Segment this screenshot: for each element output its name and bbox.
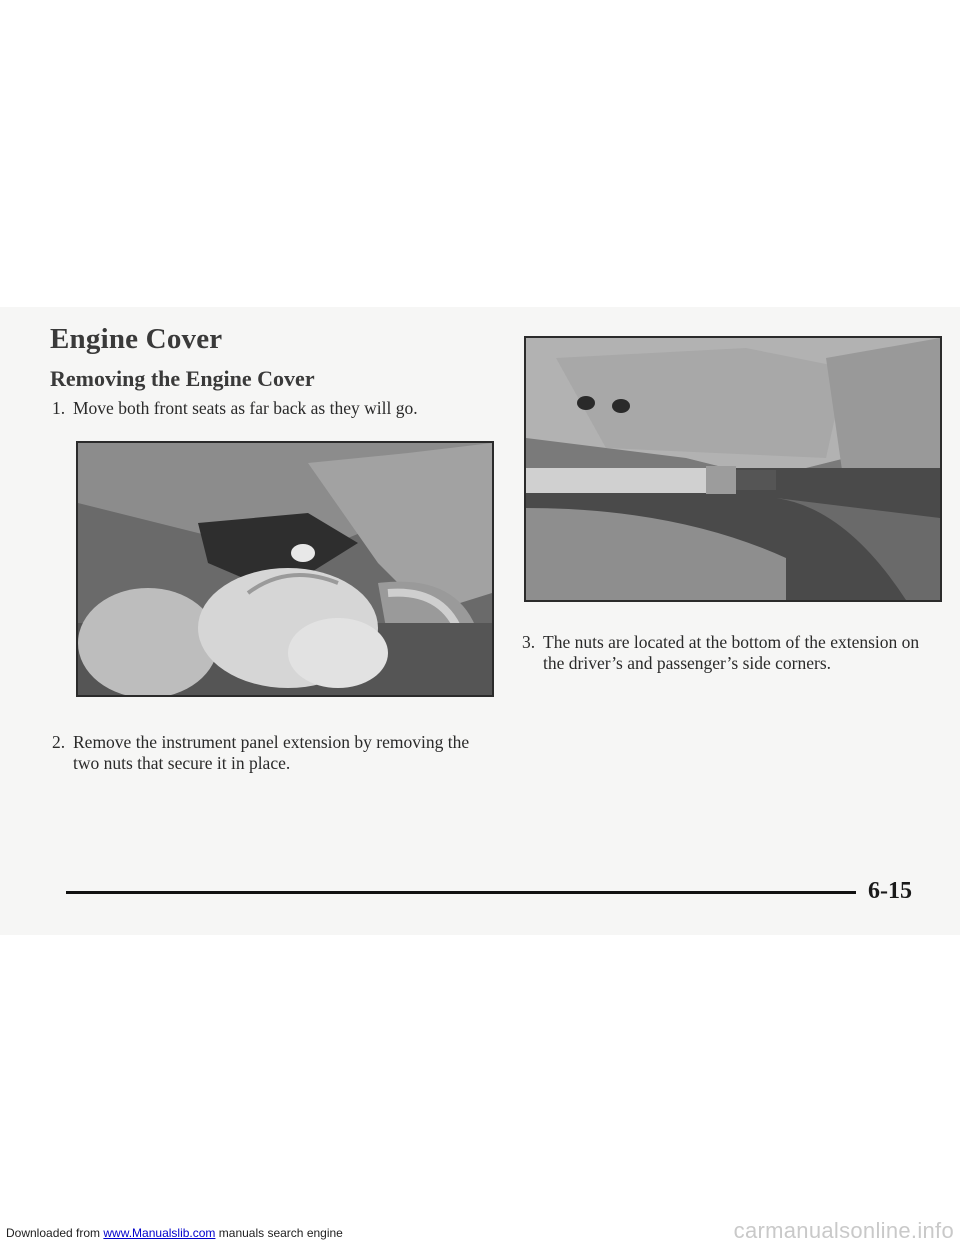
step-number: 1. xyxy=(52,398,66,418)
step-3 xyxy=(522,632,942,674)
step-text: Move both front seats as far back as they will go. xyxy=(73,398,418,418)
photo-hand-illustration xyxy=(78,443,492,695)
manualslib-link[interactable]: www.Manualslib.com xyxy=(103,1226,216,1240)
footer-rule xyxy=(66,891,856,894)
photo-socket-illustration xyxy=(526,338,940,600)
footer-suffix: manuals search engine xyxy=(215,1226,343,1240)
step-number: 3. xyxy=(522,632,536,652)
page-number: 6-15 xyxy=(868,878,912,904)
watermark: carmanualsonline.info xyxy=(733,1218,954,1243)
download-footer xyxy=(6,1226,343,1240)
footer-prefix: Downloaded from xyxy=(6,1226,104,1240)
photo-hand-removing-nut xyxy=(76,441,494,697)
step-1 xyxy=(52,398,492,419)
photo-socket-on-nut xyxy=(524,336,942,602)
step-number: 2. xyxy=(52,732,66,752)
step-text: The nuts are located at the bottom of the extension on the driver’s and passenger’s side corners. xyxy=(543,632,920,673)
section-heading: Removing the Engine Cover xyxy=(50,366,315,391)
step-2 xyxy=(52,732,492,774)
page-title: Engine Cover xyxy=(50,323,223,355)
step-text: Remove the instrument panel extension by removing the two nuts that secure it in place. xyxy=(73,732,470,773)
